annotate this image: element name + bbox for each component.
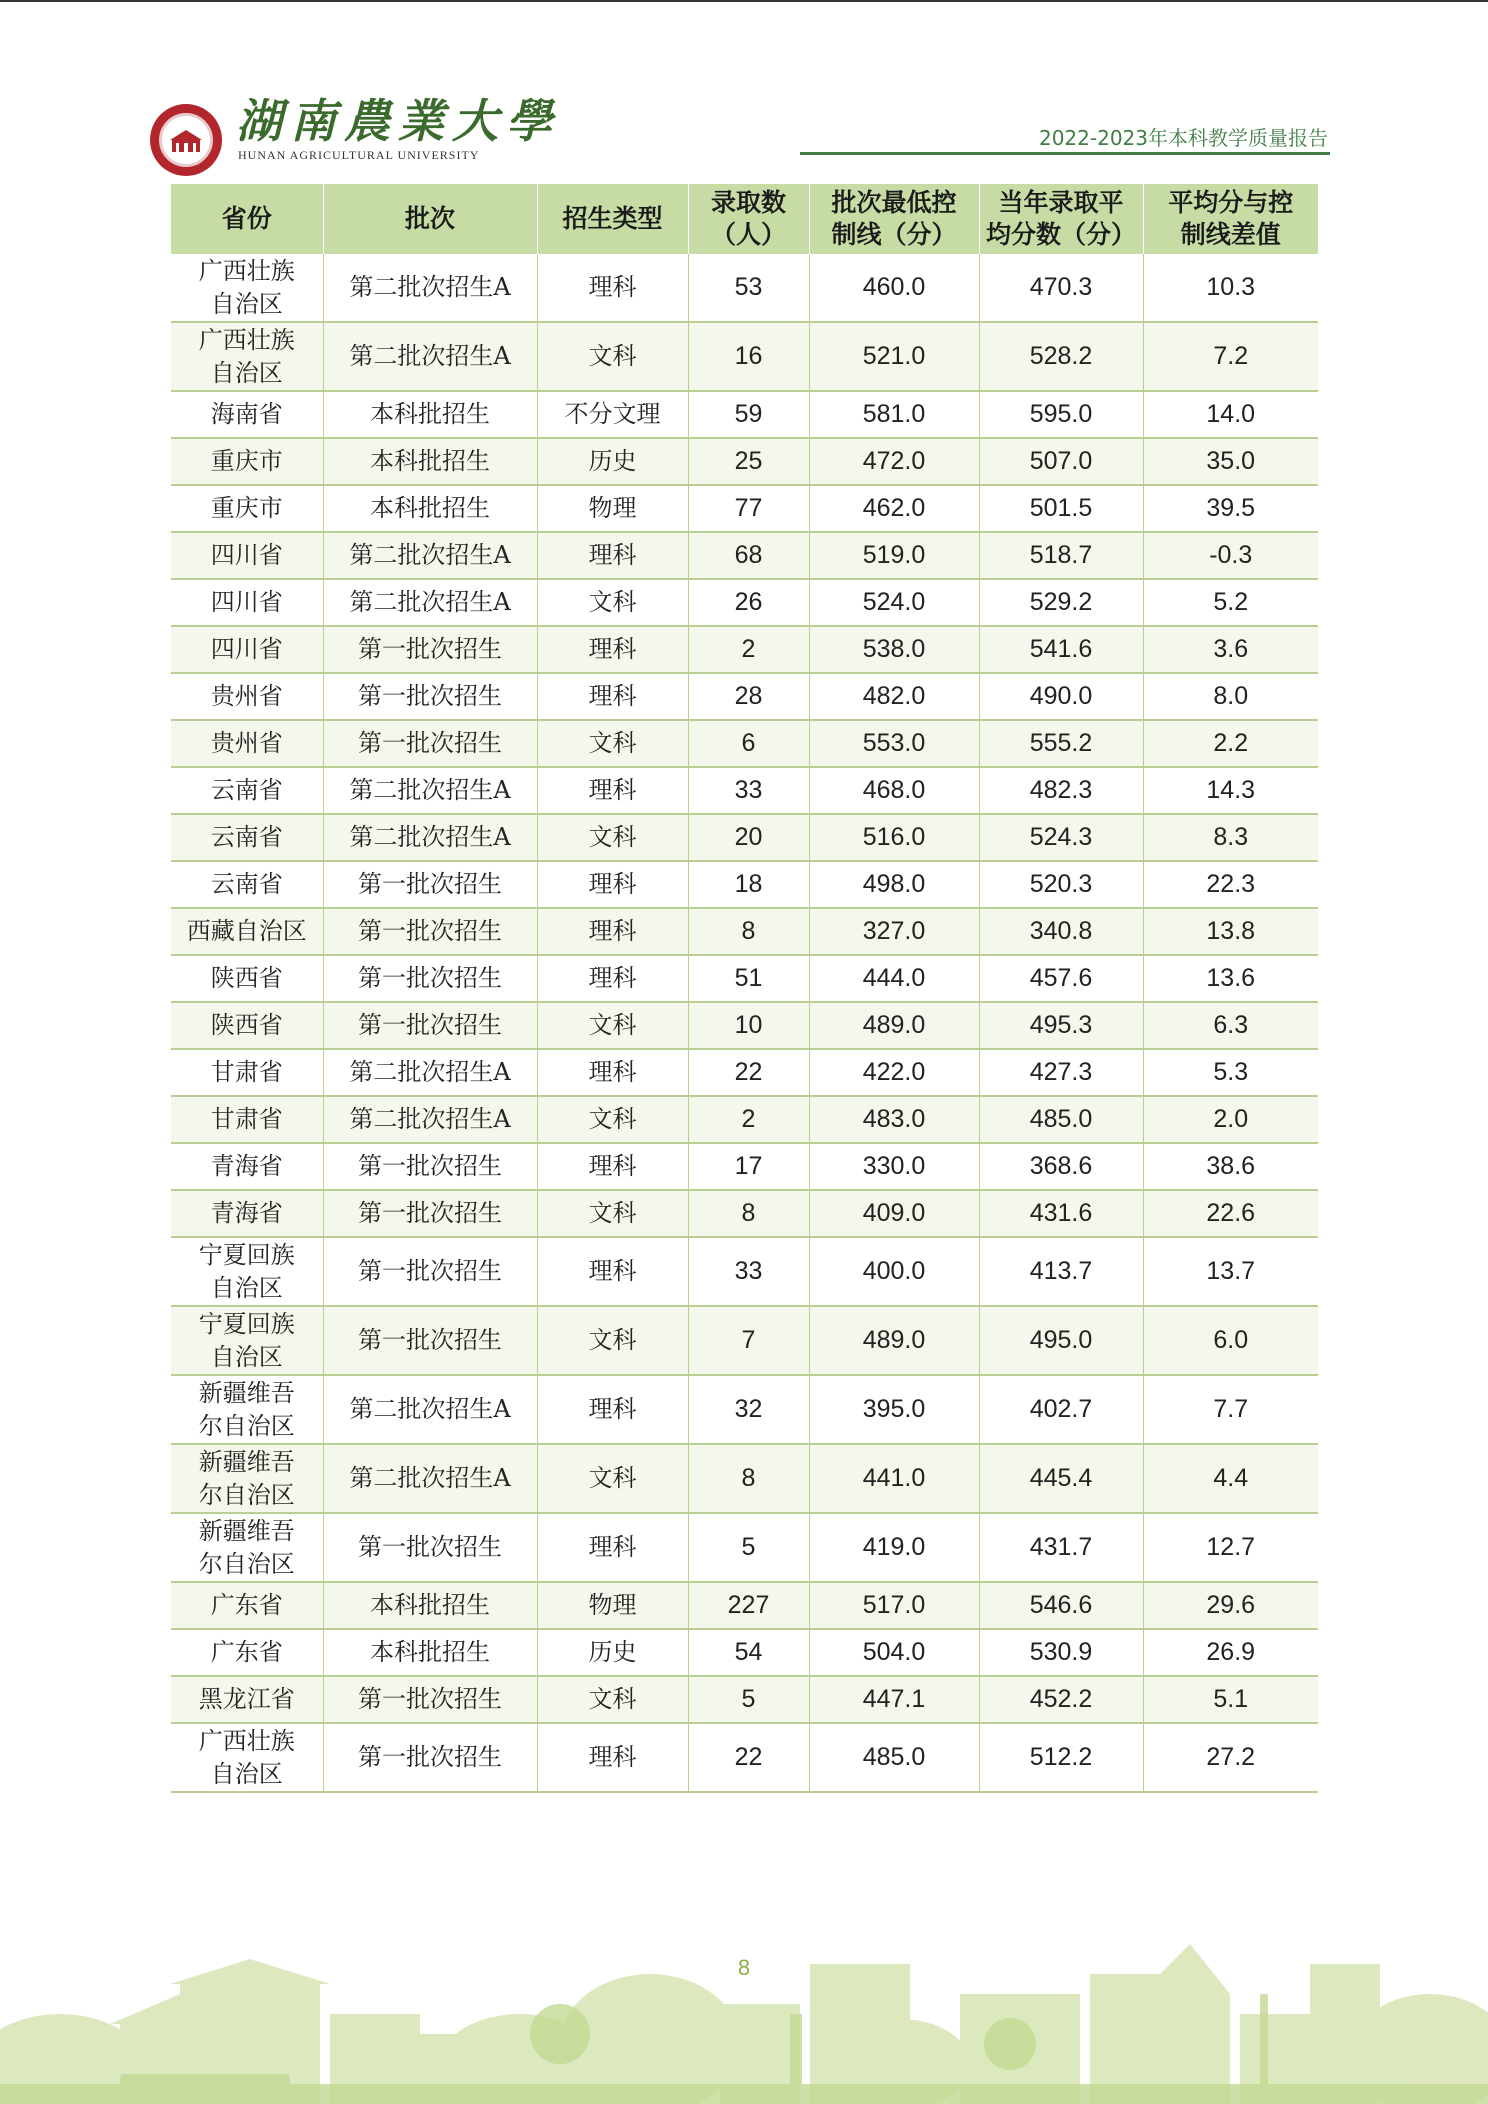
type-cell: 理科 xyxy=(537,673,688,720)
control-line-cell: 485.0 xyxy=(809,1723,979,1792)
type-cell: 理科 xyxy=(537,955,688,1002)
top-border-rule xyxy=(0,0,1488,2)
batch-cell: 第一批次招生 xyxy=(323,1513,537,1582)
header-label: 录取数 xyxy=(710,188,786,217)
province-cell xyxy=(171,1582,323,1629)
table-row xyxy=(171,1096,1318,1143)
control-line-cell: 409.0 xyxy=(809,1190,979,1237)
control-line-cell: 330.0 xyxy=(809,1143,979,1190)
table-row xyxy=(171,254,1318,322)
header-label: 批次最低控 xyxy=(831,188,957,217)
type-cell: 理科 xyxy=(537,1513,688,1582)
province-cell xyxy=(171,1237,323,1306)
province-line: 西藏自治区 xyxy=(186,917,307,945)
admitted-cell: 6 xyxy=(688,720,809,767)
batch-cell: 第二批次招生A xyxy=(323,1096,537,1143)
province-line: 广东省 xyxy=(210,1638,283,1666)
header-label: 制线差值 xyxy=(1180,220,1281,249)
type-cell: 理科 xyxy=(537,254,688,322)
average-cell: 529.2 xyxy=(979,579,1143,626)
difference-cell: 13.7 xyxy=(1143,1237,1318,1306)
batch-cell: 第一批次招生 xyxy=(323,955,537,1002)
batch-cell: 第一批次招生 xyxy=(323,1306,537,1375)
admitted-cell: 77 xyxy=(688,485,809,532)
control-line-cell: 498.0 xyxy=(809,861,979,908)
table-row xyxy=(171,626,1318,673)
province-line: 尔自治区 xyxy=(198,1480,295,1509)
province-line: 云南省 xyxy=(210,870,283,898)
admitted-cell: 32 xyxy=(688,1375,809,1444)
header-label: 均分数（分） xyxy=(985,220,1136,249)
control-line-cell: 482.0 xyxy=(809,673,979,720)
batch-cell: 第二批次招生A xyxy=(323,1375,537,1444)
type-cell: 文科 xyxy=(537,720,688,767)
type-cell: 理科 xyxy=(537,1049,688,1096)
province-cell xyxy=(171,1676,323,1723)
difference-cell: 7.2 xyxy=(1143,322,1318,391)
header-label: 批次 xyxy=(404,204,455,233)
control-line-cell: 468.0 xyxy=(809,767,979,814)
header-average-score xyxy=(979,184,1143,254)
batch-cell: 第二批次招生A xyxy=(323,1444,537,1513)
table-row xyxy=(171,814,1318,861)
table-row xyxy=(171,1190,1318,1237)
table-row xyxy=(171,532,1318,579)
province-line: 新疆维吾 xyxy=(198,1378,295,1407)
admitted-cell: 54 xyxy=(688,1629,809,1676)
type-cell: 理科 xyxy=(537,1237,688,1306)
control-line-cell: 462.0 xyxy=(809,485,979,532)
university-logo-english: HUNAN AGRICULTURAL UNIVERSITY xyxy=(238,148,480,162)
average-cell: 541.6 xyxy=(979,626,1143,673)
province-line: 海南省 xyxy=(210,400,283,428)
batch-cell: 第一批次招生 xyxy=(323,626,537,673)
province-line: 青海省 xyxy=(210,1152,283,1180)
difference-cell: 27.2 xyxy=(1143,1723,1318,1792)
table-row xyxy=(171,720,1318,767)
province-cell xyxy=(171,322,323,391)
batch-cell: 本科批招生 xyxy=(323,485,537,532)
average-cell: 518.7 xyxy=(979,532,1143,579)
difference-cell: 22.3 xyxy=(1143,861,1318,908)
table-row xyxy=(171,1723,1318,1792)
difference-cell: 14.0 xyxy=(1143,391,1318,438)
batch-cell: 第一批次招生 xyxy=(323,1676,537,1723)
table-row xyxy=(171,955,1318,1002)
header-admitted-count xyxy=(688,184,809,254)
province-line: 贵州省 xyxy=(210,682,283,710)
province-cell xyxy=(171,485,323,532)
admitted-cell: 8 xyxy=(688,1444,809,1513)
table-row xyxy=(171,767,1318,814)
province-line: 甘肃省 xyxy=(210,1058,283,1086)
difference-cell: -0.3 xyxy=(1143,532,1318,579)
province-cell xyxy=(171,438,323,485)
building-icon xyxy=(168,122,204,158)
control-line-cell: 395.0 xyxy=(809,1375,979,1444)
control-line-cell: 447.1 xyxy=(809,1676,979,1723)
table-row xyxy=(171,1049,1318,1096)
type-cell: 文科 xyxy=(537,322,688,391)
header-label: 平均分与控 xyxy=(1168,188,1294,217)
header-label: （人） xyxy=(710,220,786,249)
admitted-cell: 68 xyxy=(688,532,809,579)
province-line: 广西壮族 xyxy=(198,256,295,285)
province-cell xyxy=(171,1723,323,1792)
province-cell xyxy=(171,1306,323,1375)
table-row xyxy=(171,1513,1318,1582)
header-label: 当年录取平 xyxy=(998,188,1124,217)
table-row xyxy=(171,908,1318,955)
admitted-cell: 17 xyxy=(688,1143,809,1190)
province-cell xyxy=(171,861,323,908)
difference-cell: 13.6 xyxy=(1143,955,1318,1002)
admitted-cell: 5 xyxy=(688,1513,809,1582)
batch-cell: 第一批次招生 xyxy=(323,1143,537,1190)
difference-cell: 10.3 xyxy=(1143,254,1318,322)
province-line: 云南省 xyxy=(210,776,283,804)
control-line-cell: 441.0 xyxy=(809,1444,979,1513)
difference-cell: 6.3 xyxy=(1143,1002,1318,1049)
province-line: 自治区 xyxy=(210,358,283,387)
province-cell xyxy=(171,254,323,322)
average-cell: 482.3 xyxy=(979,767,1143,814)
type-cell: 物理 xyxy=(537,485,688,532)
province-cell xyxy=(171,1513,323,1582)
average-cell: 495.0 xyxy=(979,1306,1143,1375)
province-cell xyxy=(171,955,323,1002)
control-line-cell: 581.0 xyxy=(809,391,979,438)
province-line: 自治区 xyxy=(210,289,283,318)
province-line: 自治区 xyxy=(210,1273,283,1302)
province-cell xyxy=(171,720,323,767)
province-line: 自治区 xyxy=(210,1759,283,1788)
type-cell: 文科 xyxy=(537,1002,688,1049)
province-line: 重庆市 xyxy=(210,494,283,522)
batch-cell: 第二批次招生A xyxy=(323,814,537,861)
difference-cell: 3.6 xyxy=(1143,626,1318,673)
control-line-cell: 422.0 xyxy=(809,1049,979,1096)
province-line: 广西壮族 xyxy=(198,1726,295,1755)
province-line: 青海省 xyxy=(210,1199,283,1227)
admitted-cell: 59 xyxy=(688,391,809,438)
control-line-cell: 483.0 xyxy=(809,1096,979,1143)
type-cell: 理科 xyxy=(537,626,688,673)
type-cell: 历史 xyxy=(537,1629,688,1676)
average-cell: 431.7 xyxy=(979,1513,1143,1582)
average-cell: 457.6 xyxy=(979,955,1143,1002)
table-row xyxy=(171,322,1318,391)
province-cell xyxy=(171,1190,323,1237)
batch-cell: 本科批招生 xyxy=(323,391,537,438)
admitted-cell: 25 xyxy=(688,438,809,485)
average-cell: 507.0 xyxy=(979,438,1143,485)
province-line: 广东省 xyxy=(210,1591,283,1619)
batch-cell: 第一批次招生 xyxy=(323,1002,537,1049)
admitted-cell: 33 xyxy=(688,767,809,814)
province-cell xyxy=(171,1143,323,1190)
province-line: 新疆维吾 xyxy=(198,1447,295,1476)
table-row xyxy=(171,1143,1318,1190)
average-cell: 340.8 xyxy=(979,908,1143,955)
province-line: 宁夏回族 xyxy=(198,1309,295,1338)
province-cell xyxy=(171,1629,323,1676)
average-cell: 546.6 xyxy=(979,1582,1143,1629)
type-cell: 理科 xyxy=(537,861,688,908)
admitted-cell: 20 xyxy=(688,814,809,861)
admitted-cell: 5 xyxy=(688,1676,809,1723)
control-line-cell: 553.0 xyxy=(809,720,979,767)
province-cell xyxy=(171,391,323,438)
difference-cell: 4.4 xyxy=(1143,1444,1318,1513)
type-cell: 文科 xyxy=(537,579,688,626)
province-cell xyxy=(171,1002,323,1049)
province-cell xyxy=(171,579,323,626)
average-cell: 368.6 xyxy=(979,1143,1143,1190)
report-title: 2022-2023年本科教学质量报告 xyxy=(1038,126,1328,150)
province-cell xyxy=(171,908,323,955)
province-line: 四川省 xyxy=(210,588,283,616)
type-cell: 物理 xyxy=(537,1582,688,1629)
admission-score-table xyxy=(171,184,1318,1793)
header-batch xyxy=(323,184,537,254)
difference-cell: 5.2 xyxy=(1143,579,1318,626)
university-seal-logo xyxy=(150,104,222,176)
batch-cell: 第二批次招生A xyxy=(323,532,537,579)
type-cell: 文科 xyxy=(537,1306,688,1375)
admitted-cell: 16 xyxy=(688,322,809,391)
type-cell: 理科 xyxy=(537,1143,688,1190)
province-cell xyxy=(171,767,323,814)
average-cell: 520.3 xyxy=(979,861,1143,908)
type-cell: 文科 xyxy=(537,1190,688,1237)
difference-cell: 39.5 xyxy=(1143,485,1318,532)
average-cell: 485.0 xyxy=(979,1096,1143,1143)
average-cell: 402.7 xyxy=(979,1375,1143,1444)
batch-cell: 本科批招生 xyxy=(323,1582,537,1629)
university-logo-chinese: 湖南農業大學 xyxy=(236,94,560,148)
province-cell xyxy=(171,1049,323,1096)
average-cell: 524.3 xyxy=(979,814,1143,861)
table-row xyxy=(171,1582,1318,1629)
province-cell xyxy=(171,1375,323,1444)
average-cell: 555.2 xyxy=(979,720,1143,767)
difference-cell: 35.0 xyxy=(1143,438,1318,485)
control-line-cell: 519.0 xyxy=(809,532,979,579)
batch-cell: 第一批次招生 xyxy=(323,1723,537,1792)
admitted-cell: 2 xyxy=(688,626,809,673)
difference-cell: 29.6 xyxy=(1143,1582,1318,1629)
admitted-cell: 22 xyxy=(688,1723,809,1792)
control-line-cell: 521.0 xyxy=(809,322,979,391)
province-cell xyxy=(171,532,323,579)
table-row xyxy=(171,1676,1318,1723)
difference-cell: 13.8 xyxy=(1143,908,1318,955)
table-header-row xyxy=(171,184,1318,254)
batch-cell: 本科批招生 xyxy=(323,1629,537,1676)
control-line-cell: 516.0 xyxy=(809,814,979,861)
page-number: 8 xyxy=(737,1955,751,1980)
admitted-cell: 33 xyxy=(688,1237,809,1306)
average-cell: 512.2 xyxy=(979,1723,1143,1792)
admitted-cell: 18 xyxy=(688,861,809,908)
campus-illustration-footer xyxy=(0,1924,1488,2104)
batch-cell: 第二批次招生A xyxy=(323,1049,537,1096)
admitted-cell: 10 xyxy=(688,1002,809,1049)
province-line: 贵州省 xyxy=(210,729,283,757)
header-province xyxy=(171,184,323,254)
type-cell: 文科 xyxy=(537,1096,688,1143)
type-cell: 理科 xyxy=(537,1723,688,1792)
province-line: 甘肃省 xyxy=(210,1105,283,1133)
average-cell: 528.2 xyxy=(979,322,1143,391)
average-cell: 495.3 xyxy=(979,1002,1143,1049)
province-cell xyxy=(171,1096,323,1143)
type-cell: 理科 xyxy=(537,767,688,814)
control-line-cell: 538.0 xyxy=(809,626,979,673)
admitted-cell: 26 xyxy=(688,579,809,626)
difference-cell: 38.6 xyxy=(1143,1143,1318,1190)
difference-cell: 2.0 xyxy=(1143,1096,1318,1143)
difference-cell: 8.0 xyxy=(1143,673,1318,720)
admitted-cell: 2 xyxy=(688,1096,809,1143)
batch-cell: 第二批次招生A xyxy=(323,767,537,814)
average-cell: 490.0 xyxy=(979,673,1143,720)
average-cell: 595.0 xyxy=(979,391,1143,438)
type-cell: 理科 xyxy=(537,1375,688,1444)
average-cell: 427.3 xyxy=(979,1049,1143,1096)
difference-cell: 5.3 xyxy=(1143,1049,1318,1096)
header-admission-type xyxy=(537,184,688,254)
admitted-cell: 7 xyxy=(688,1306,809,1375)
control-line-cell: 419.0 xyxy=(809,1513,979,1582)
province-line: 陕西省 xyxy=(210,964,283,992)
batch-cell: 第一批次招生 xyxy=(323,908,537,955)
control-line-cell: 489.0 xyxy=(809,1002,979,1049)
province-line: 宁夏回族 xyxy=(198,1240,295,1269)
table-row xyxy=(171,861,1318,908)
admitted-cell: 8 xyxy=(688,908,809,955)
control-line-cell: 327.0 xyxy=(809,908,979,955)
table-body xyxy=(171,254,1318,1792)
province-line: 黑龙江省 xyxy=(198,1685,295,1713)
average-cell: 530.9 xyxy=(979,1629,1143,1676)
header-divider xyxy=(800,152,1330,155)
table-row xyxy=(171,1375,1318,1444)
province-line: 尔自治区 xyxy=(198,1549,295,1578)
control-line-cell: 489.0 xyxy=(809,1306,979,1375)
difference-cell: 7.7 xyxy=(1143,1375,1318,1444)
control-line-cell: 504.0 xyxy=(809,1629,979,1676)
type-cell: 理科 xyxy=(537,532,688,579)
control-line-cell: 444.0 xyxy=(809,955,979,1002)
province-line: 云南省 xyxy=(210,823,283,851)
batch-cell: 第二批次招生A xyxy=(323,322,537,391)
table-row xyxy=(171,1306,1318,1375)
difference-cell: 22.6 xyxy=(1143,1190,1318,1237)
batch-cell: 第一批次招生 xyxy=(323,861,537,908)
table-row xyxy=(171,438,1318,485)
table-row xyxy=(171,485,1318,532)
batch-cell: 第一批次招生 xyxy=(323,720,537,767)
header-label: 制线（分） xyxy=(831,220,957,249)
province-cell xyxy=(171,814,323,861)
average-cell: 413.7 xyxy=(979,1237,1143,1306)
type-cell: 文科 xyxy=(537,1676,688,1723)
province-cell xyxy=(171,673,323,720)
control-line-cell: 400.0 xyxy=(809,1237,979,1306)
table-row xyxy=(171,1002,1318,1049)
type-cell: 历史 xyxy=(537,438,688,485)
province-line: 陕西省 xyxy=(210,1011,283,1039)
difference-cell: 8.3 xyxy=(1143,814,1318,861)
header-label: 省份 xyxy=(221,204,272,233)
province-line: 尔自治区 xyxy=(198,1411,295,1440)
header-label: 招生类型 xyxy=(562,204,663,233)
control-line-cell: 472.0 xyxy=(809,438,979,485)
header-score-difference xyxy=(1143,184,1318,254)
table-row xyxy=(171,1629,1318,1676)
batch-cell: 第一批次招生 xyxy=(323,1237,537,1306)
difference-cell: 12.7 xyxy=(1143,1513,1318,1582)
admitted-cell: 8 xyxy=(688,1190,809,1237)
table-row xyxy=(171,1444,1318,1513)
admitted-cell: 53 xyxy=(688,254,809,322)
admitted-cell: 227 xyxy=(688,1582,809,1629)
table-row xyxy=(171,673,1318,720)
table-row xyxy=(171,1237,1318,1306)
type-cell: 文科 xyxy=(537,1444,688,1513)
control-line-cell: 524.0 xyxy=(809,579,979,626)
difference-cell: 6.0 xyxy=(1143,1306,1318,1375)
difference-cell: 2.2 xyxy=(1143,720,1318,767)
control-line-cell: 460.0 xyxy=(809,254,979,322)
average-cell: 445.4 xyxy=(979,1444,1143,1513)
province-line: 四川省 xyxy=(210,541,283,569)
difference-cell: 26.9 xyxy=(1143,1629,1318,1676)
batch-cell: 第一批次招生 xyxy=(323,1190,537,1237)
province-line: 广西壮族 xyxy=(198,325,295,354)
admitted-cell: 51 xyxy=(688,955,809,1002)
average-cell: 470.3 xyxy=(979,254,1143,322)
table-row xyxy=(171,391,1318,438)
difference-cell: 14.3 xyxy=(1143,767,1318,814)
province-line: 新疆维吾 xyxy=(198,1516,295,1545)
batch-cell: 第二批次招生A xyxy=(323,579,537,626)
province-line: 重庆市 xyxy=(210,447,283,475)
difference-cell: 5.1 xyxy=(1143,1676,1318,1723)
province-cell xyxy=(171,1444,323,1513)
type-cell: 文科 xyxy=(537,814,688,861)
type-cell: 理科 xyxy=(537,908,688,955)
admitted-cell: 22 xyxy=(688,1049,809,1096)
batch-cell: 第一批次招生 xyxy=(323,673,537,720)
header-control-line xyxy=(809,184,979,254)
province-line: 四川省 xyxy=(210,635,283,663)
control-line-cell: 517.0 xyxy=(809,1582,979,1629)
average-cell: 452.2 xyxy=(979,1676,1143,1723)
type-cell: 不分文理 xyxy=(537,391,688,438)
average-cell: 431.6 xyxy=(979,1190,1143,1237)
batch-cell: 本科批招生 xyxy=(323,438,537,485)
province-line: 自治区 xyxy=(210,1342,283,1371)
admitted-cell: 28 xyxy=(688,673,809,720)
batch-cell: 第二批次招生A xyxy=(323,254,537,322)
average-cell: 501.5 xyxy=(979,485,1143,532)
province-cell xyxy=(171,626,323,673)
table-row xyxy=(171,579,1318,626)
